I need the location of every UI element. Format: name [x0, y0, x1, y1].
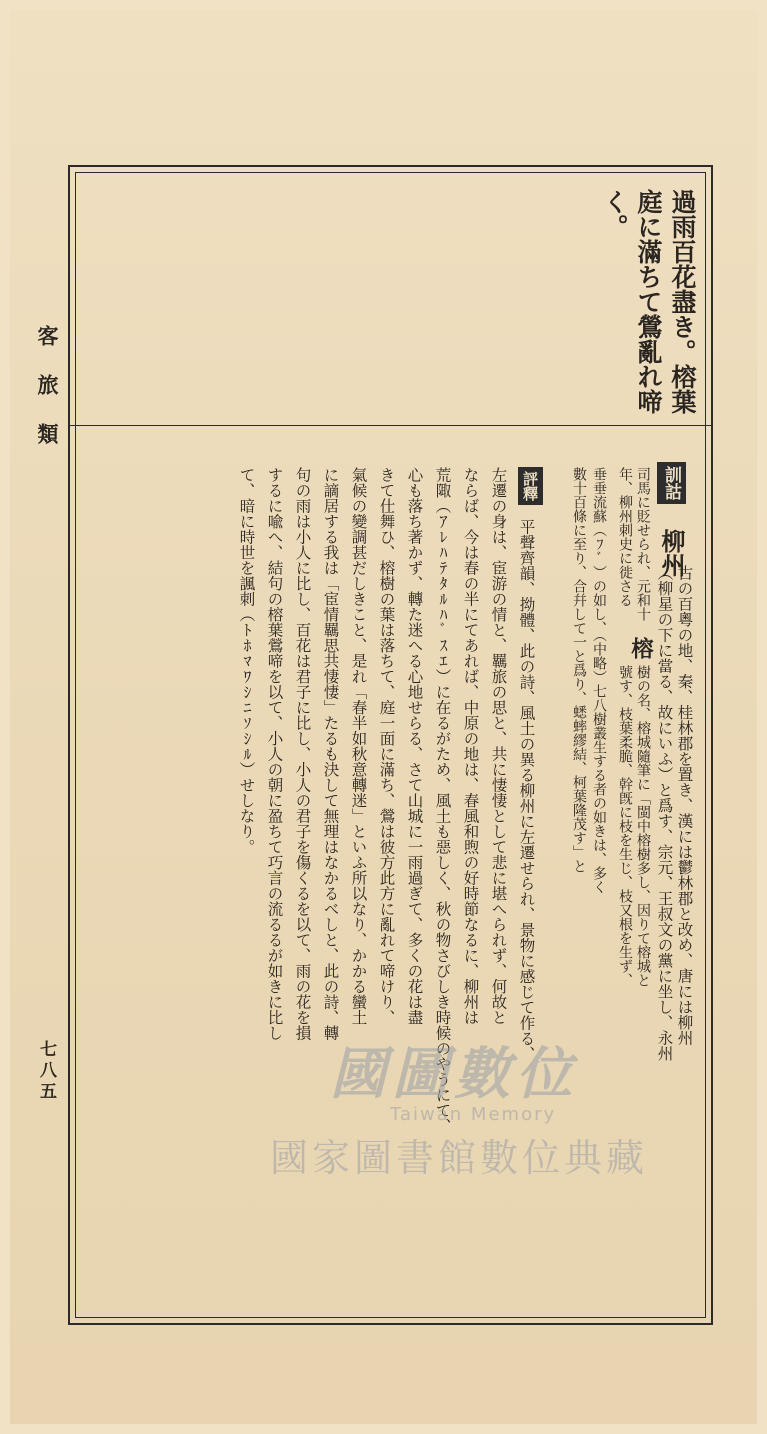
kunko-header — [654, 462, 689, 577]
analysis-col-2: 左遷の身は、宦游の情と、羈旅の思と、共に悽悽として悲に堪へられず、何故と — [489, 467, 508, 1025]
analysis-col-9: 句の雨は小人に比し、百花は君子に比し、小人の君子を傷くるを以て、雨の花を損 — [293, 467, 312, 1041]
kunko-label: 訓詁 — [657, 462, 686, 504]
entry-title-rong: 榕 — [628, 637, 654, 659]
frame-divider — [70, 425, 711, 426]
kunko-col-2: （柳星の下に當る、故にいふ）と爲す、宗元、王叔文の黨に坐し、永州 — [655, 565, 674, 1061]
kunko-col-5: 樹の名、榕城隨筆に「閩中榕樹多し、因りて榕城と — [635, 665, 651, 987]
poem-line-3: く。 — [600, 189, 629, 239]
kunko-col-8: 數十百條に至り、合幷して一と爲り、蟋蟀繆結、柯葉隆茂す」と — [571, 467, 587, 873]
watermark-english: Taiwan Memory — [390, 1104, 557, 1125]
watermark-logo-text: 國圖數位 — [330, 1041, 578, 1107]
kunko-col-1: 古の百粵の地、秦、桂林郡を置き、漢には鬱林郡と改め、唐には柳州 — [675, 565, 694, 1046]
kunko-col-6: 號す、枝葉柔脆、幹旣に枝を生じ、枝又根を生ず、 — [617, 665, 633, 987]
analysis-col-11: て、暗に時世を諷刺（ﾄﾎﾏﾜｼﾆｿｼﾙ）せしなり。 — [237, 467, 256, 855]
analysis-col-3: ならば、今は春の半にてあれば、中原の地は、春風和煦の好時節なるに、柳州は — [461, 467, 480, 1025]
poem-line-1: 過雨百花盡き。榕葉 — [668, 189, 697, 414]
watermark-chinese: 國家圖書館數位典藏 — [270, 1136, 649, 1180]
hyoshaku-label-wrap — [518, 467, 543, 511]
analysis-col-5: 心も落ち著かず、轉た迷へる心地せらる、さて山城に一雨過ぎて、多くの花は盡 — [405, 467, 424, 1025]
analysis-col-1: 平聲齊韻、拗體、此の詩、風土の異る柳州に左遷せられ、景物に感じて作る、 — [517, 519, 536, 1062]
analysis-col-8: に謫居する我は「宦情羈思共悽悽」たるも決して無理はなかるべしと、此の詩、轉 — [321, 467, 340, 1041]
kunko-col-7: 垂垂流蘇（ﾌﾞ）の如し、（中略）七八樹叢生する者の如きは、多く — [591, 467, 607, 894]
analysis-col-4: 荒陬（ｱﾚﾊﾃﾀﾙﾊﾞｽｴ）に在るがため、風土も惡しく、秋の物さびしき時候のやうにて、 — [433, 467, 452, 1134]
analysis-col-10: するに喩へ、結句の榕葉鶯啼を以て、小人の朝に盈ちて巧言の流るるが如きに比し — [265, 467, 284, 1041]
page-number: 七八五 — [36, 1040, 56, 1103]
analysis-col-6: きて仕舞ひ、榕樹の葉は落ちて、庭一面に滿ち、鶯は彼方此方に亂れて啼けり、 — [377, 467, 396, 1025]
analysis-col-7: 氣候の變調甚だしきこと、是れ「春半如秋意轉迷」といふ所以なり、かかる蠻土 — [349, 467, 368, 1025]
poem-line-2: 庭に滿ちて鶯亂れ啼 — [634, 189, 663, 414]
kunko-col-4: 年、柳州刺史に徙さる — [617, 467, 633, 607]
hyoshaku-label: 評釋 — [518, 467, 543, 505]
watermark — [270, 1030, 720, 1182]
running-title: 客旅類 — [35, 325, 59, 472]
kunko-col-3: 司馬に貶せられ、元和十 — [635, 467, 651, 621]
entry-title: 柳州 — [657, 529, 686, 577]
